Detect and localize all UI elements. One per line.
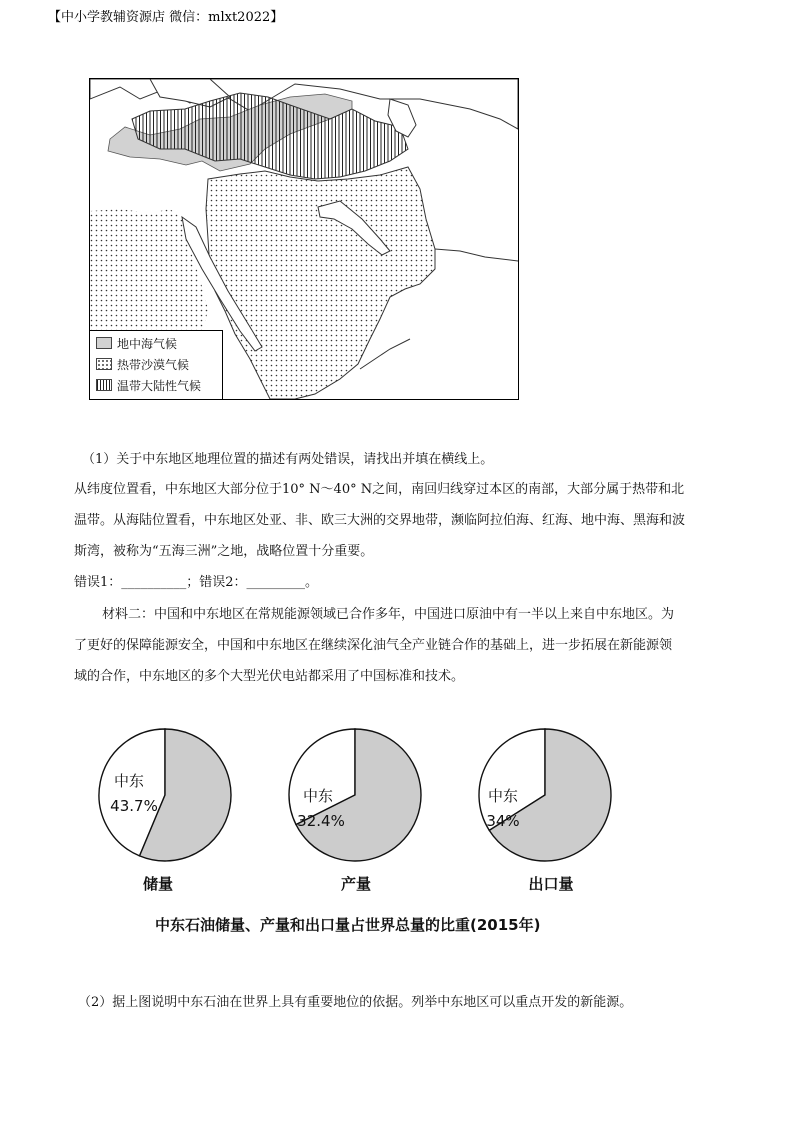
legend-label: 地中海气候 xyxy=(117,336,178,351)
climate-map xyxy=(89,78,519,400)
legend-label: 热带沙漠气候 xyxy=(117,357,190,372)
pie-caption-reserves: 储量 xyxy=(142,875,173,893)
pie-caption-production: 产量 xyxy=(340,875,371,893)
legend-label: 温带大陆性气候 xyxy=(117,378,202,393)
pie-label-production: 中东 xyxy=(302,787,333,805)
tropical-desert-swatch xyxy=(96,358,112,370)
coastline xyxy=(435,249,518,261)
temperate-continental-swatch xyxy=(96,379,112,391)
map-legend xyxy=(90,330,223,399)
legend-item xyxy=(96,335,177,351)
pie-value-reserves: 43.7% xyxy=(110,797,158,815)
material2-line3: 域的合作，中东地区的多个大型光伏电站都采用了中国标准和技术。 xyxy=(74,669,465,684)
pie-value-production: 32.4% xyxy=(297,812,345,830)
pie-label-reserves: 中东 xyxy=(113,772,144,790)
material2-line2: 了更好的保障能源安全，中国和中东地区在继续深化油气全产业链合作的基础上，进一步拓展在新能源领 xyxy=(74,638,673,653)
question2-prompt: （2）据上图说明中东石油在世界上具有重要地位的依据。列举中东地区可以重点开发的新能源。 xyxy=(78,995,633,1010)
temperate-continental-zone xyxy=(132,93,408,179)
pie-label-export: 中东 xyxy=(487,787,518,805)
question1-answer-blanks: 错误1：__________；错误2：_________。 xyxy=(74,575,319,590)
material2-line1: 材料二：中国和中东地区在常规能源领域已合作多年，中国进口原油中有一半以上来自中东地区。为 xyxy=(102,607,675,622)
tropical-desert-zone xyxy=(206,167,435,399)
pie-value-export: 34% xyxy=(486,812,520,830)
question1-prompt: （1）关于中东地区地理位置的描述有两处错误，请找出并填在横线上。 xyxy=(82,452,494,467)
question1-text-line2: 温带。从海陆位置看，中东地区处亚、非、欧三大洲的交界地带，濒临阿拉伯海、红海、地中海、黑海和波 xyxy=(74,513,686,528)
pie-caption-export: 出口量 xyxy=(528,875,574,893)
chart-title: 中东石油储量、产量和出口量占世界总量的比重(2015年) xyxy=(155,916,541,934)
question1-text-line3: 斯湾，被称为“五海三洲”之地，战略位置十分重要。 xyxy=(74,544,374,559)
question1-text-line1: 从纬度位置看，中东地区大部分位于10° N～40° N之间，南回归线穿过本区的南部，大部分属于热带和北 xyxy=(74,482,685,497)
legend-item xyxy=(96,377,201,393)
page-header: 【中小学教辅资源店 微信：mlxt2022】 xyxy=(48,10,284,25)
mediterranean-swatch xyxy=(96,337,112,349)
legend-item xyxy=(96,356,189,372)
pie-charts-svg xyxy=(90,720,630,870)
pie-chart-reserves xyxy=(99,729,231,861)
